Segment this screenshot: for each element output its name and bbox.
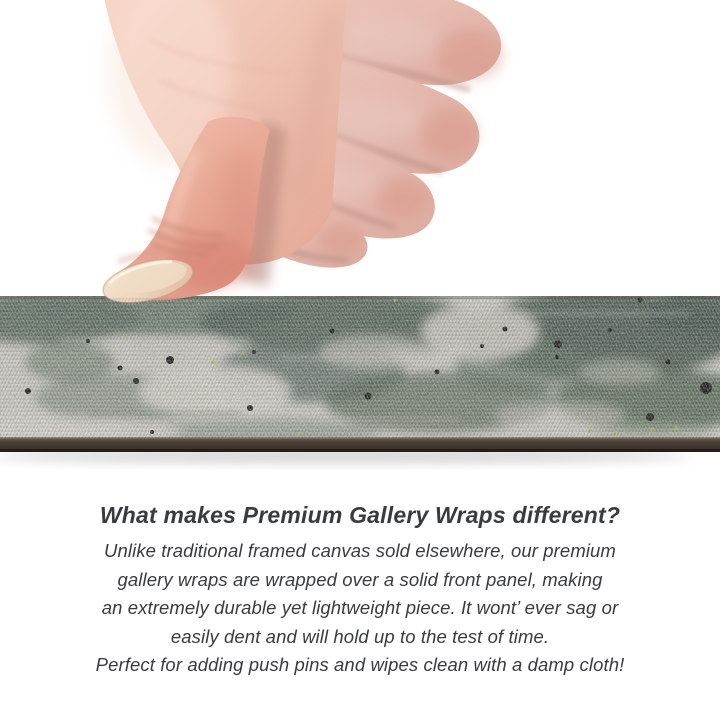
canvas-strip [0, 288, 720, 462]
caption-line: an extremely durable yet lightweight piece. It wont’ ever sag or [101, 597, 619, 618]
caption-line: easily dent and will hold up to the test of time. [170, 625, 550, 647]
hand-photo [99, 0, 504, 311]
caption-line: gallery wraps are wrapped over a solid front panel, making [117, 568, 603, 590]
caption-heading: What makes Premium Gallery Wraps different? [99, 502, 621, 528]
caption-line: Unlike traditional framed canvas sold elsewhere, our premium [104, 540, 616, 561]
thumb-side-shade [220, 150, 260, 250]
caption [0, 500, 720, 680]
caption-line: Perfect for adding push pins and wipes clean with a damp cloth! [95, 654, 625, 675]
